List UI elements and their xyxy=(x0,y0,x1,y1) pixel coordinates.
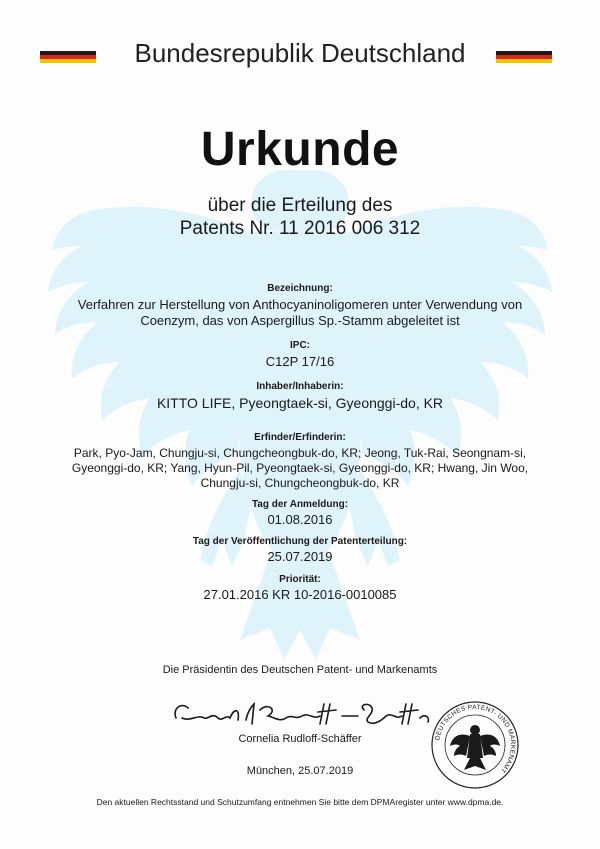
signatory-name: Cornelia Rudloff-Schäffer xyxy=(238,733,362,745)
subtitle-line-1: über die Erteilung des xyxy=(207,195,393,216)
footer-note: Den aktuellen Rechtsstand und Schutzumfang entnehmen Sie bitte dem DPMAregister unter www.dpma.de. xyxy=(96,797,504,807)
erfinder-label: Erfinder/Erfinderin: xyxy=(254,432,346,443)
office-line: Die Präsidentin des Deutschen Patent- und Markenamts xyxy=(162,664,438,676)
veroeffentlichung-value: 25.07.2019 xyxy=(267,549,333,564)
bezeichnung-line-1: Verfahren zur Herstellung von Anthocyaninoligomeren unter Verwendung von xyxy=(77,297,523,312)
inhaber-value: KITTO LIFE, Pyeongtaek-si, Gyeonggi-do, KR xyxy=(156,395,444,411)
bezeichnung-line-2: Coenzym, das von Aspergillus Sp.-Stamm abgeleitet ist xyxy=(140,313,460,328)
country-heading: Bundesrepublik Deutschland xyxy=(134,38,466,68)
erfinder-line-1: Park, Pyo-Jam, Chungju-si, Chungcheongbuk-do, KR; Jeong, Tuk-Rai, Seongnam-si, xyxy=(73,446,527,460)
anmeldung-value: 01.08.2016 xyxy=(267,512,333,527)
ipc-value: C12P 17/16 xyxy=(265,354,335,369)
bezeichnung-label: Bezeichnung: xyxy=(267,283,333,294)
signature-image xyxy=(168,696,432,730)
veroeffentlichung-label: Tag der Veröffentlichung der Patenterteilung: xyxy=(192,536,408,547)
place-date: München, 25.07.2019 xyxy=(246,765,354,777)
subtitle-patent-number: Patents Nr. 11 2016 006 312 xyxy=(179,218,421,239)
ipc-label: IPC: xyxy=(290,340,310,351)
erfinder-line-3: Chungju-si, Chungcheongbuk-do, KR xyxy=(200,476,400,490)
prioritaet-value: 27.01.2016 KR 10-2016-0010085 xyxy=(203,587,397,602)
page-title: Urkunde xyxy=(200,123,400,176)
erfinder-line-2: Gyeonggi-do, KR; Yang, Hyun-Pil, Pyeongtaek-si, Gyeonggi-do, KR; Hwang, Jin Woo, xyxy=(71,461,529,475)
dpma-seal xyxy=(430,700,520,790)
seal-text: DEUTSCHES PATENT- UND MARKENAMT xyxy=(434,703,517,775)
inhaber-label: Inhaber/Inhaberin: xyxy=(256,381,344,392)
anmeldung-label: Tag der Anmeldung: xyxy=(251,499,349,510)
prioritaet-label: Priorität: xyxy=(279,574,321,585)
